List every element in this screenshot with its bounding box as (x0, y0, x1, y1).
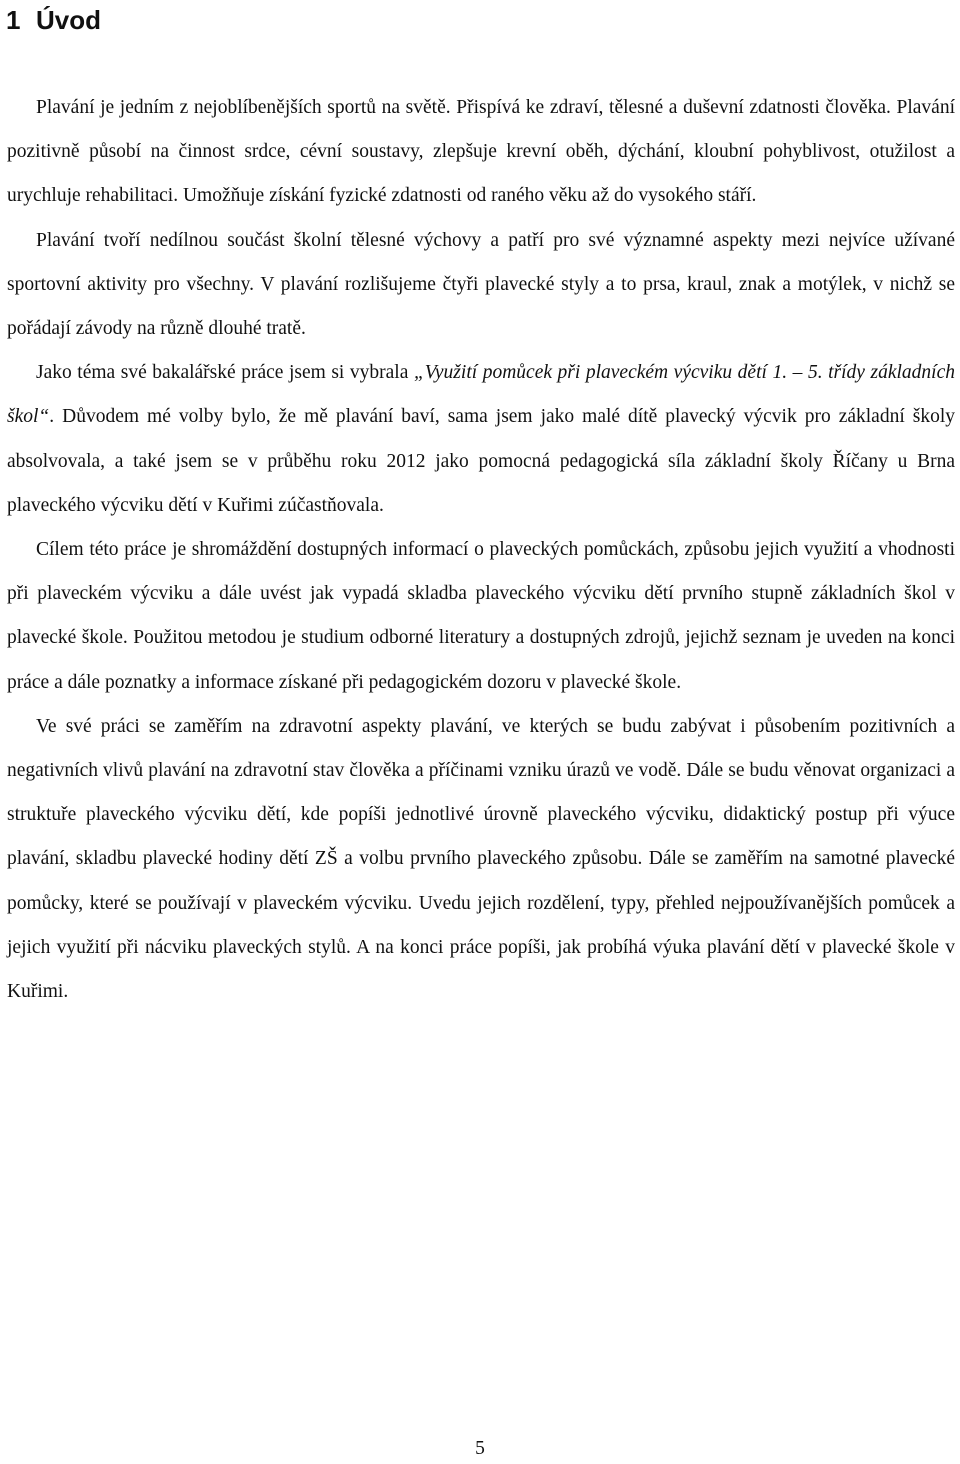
paragraph-thesis-topic (7, 351, 955, 528)
paragraph-intro: Plavání je jedním z nejoblíbenějších sportů na světě. Přispívá ke zdraví, tělesné a duševní zdatnosti člověka. Plavání pozitivně působí na činnost srdce, cévní soustavy, zlepšuje krevní oběh, dýchání, kloubní pohyblivost, otužilost a urychluje rehabilitaci. Umožňuje získání fyzické zdatnosti od raného věku až do vysokého stáří. (7, 97, 955, 207)
thesis-title: „Využití pomůcek při plaveckém výcviku dětí 1. – 5. třídy základních škol“ (7, 362, 955, 428)
paragraph-goal: Cílem této práce je shromáždění dostupných informací o plaveckých pomůckách, způsobu jejich využití a vhodnosti při plaveckém výcviku a dále uvést jak vypadá skladba plaveckého výcviku dětí prvního stupně základních škol v plavecké škole. Použitou metodou je studium odborné literatury a dostupných zdrojů, jejichž seznam je uveden na konci práce a dále poznatky a informace získané při pedagogickém dozoru v plavecké škole. (7, 539, 955, 693)
chapter-number: 1 (6, 5, 21, 35)
chapter-title: Úvod (36, 5, 101, 35)
paragraph-school-swimming: Plavání tvoří nedílnou součást školní tělesné výchovy a patří pro své významné aspekty mezi nejvíce užívané sportovní aktivity pro všechny. V plavání rozlišujeme čtyři plavecké styly a to prsa, kraul, znak a motýlek, v nichž se pořádají závody na různě dlouhé tratě. (7, 229, 955, 340)
chapter-heading (6, 4, 101, 36)
page-number: 5 (475, 1438, 485, 1459)
thesis-topic-rest: . Důvodem mé volby bylo, že mě plavání baví, sama jsem jako malé dítě plavecký výcvik pro základní školy absolvovala, a také jsem se v průběhu roku 2012 jako pomocná pedagogická síla základní školy Říčany u Brna plaveckého výcviku dětí v Kuřimi zúčastňovala. (7, 406, 955, 516)
paragraph-contents: Ve své práci se zaměřím na zdravotní aspekty plavání, ve kterých se budu zabývat i působením pozitivních a negativních vlivů plavání na zdravotní stav člověka a příčinami vzniku úrazů ve vodě. Dále se budu věnovat organizaci a struktuře plaveckého výcviku dětí, kde popíši jednotlivé úrovně plaveckého výcviku, didaktický postup při výuce plavání, skladbu plavecké hodiny dětí ZŠ a volbu prvního plaveckého způsobu. Dále se zaměřím na samotné plavecké pomůcky, které se používají v plaveckém výcviku. Uvedu jejich rozdělení, typy, přehled nejpoužívanějších pomůcek a jejich využití při nácviku plaveckých stylů. A na konci práce popíši, jak probíhá výuka plavání dětí v plavecké škole v Kuřimi. (7, 715, 955, 1003)
body-text (7, 86, 955, 1014)
thesis-topic-lead: Jako téma své bakalářské práce jsem si vybrala (36, 362, 414, 384)
